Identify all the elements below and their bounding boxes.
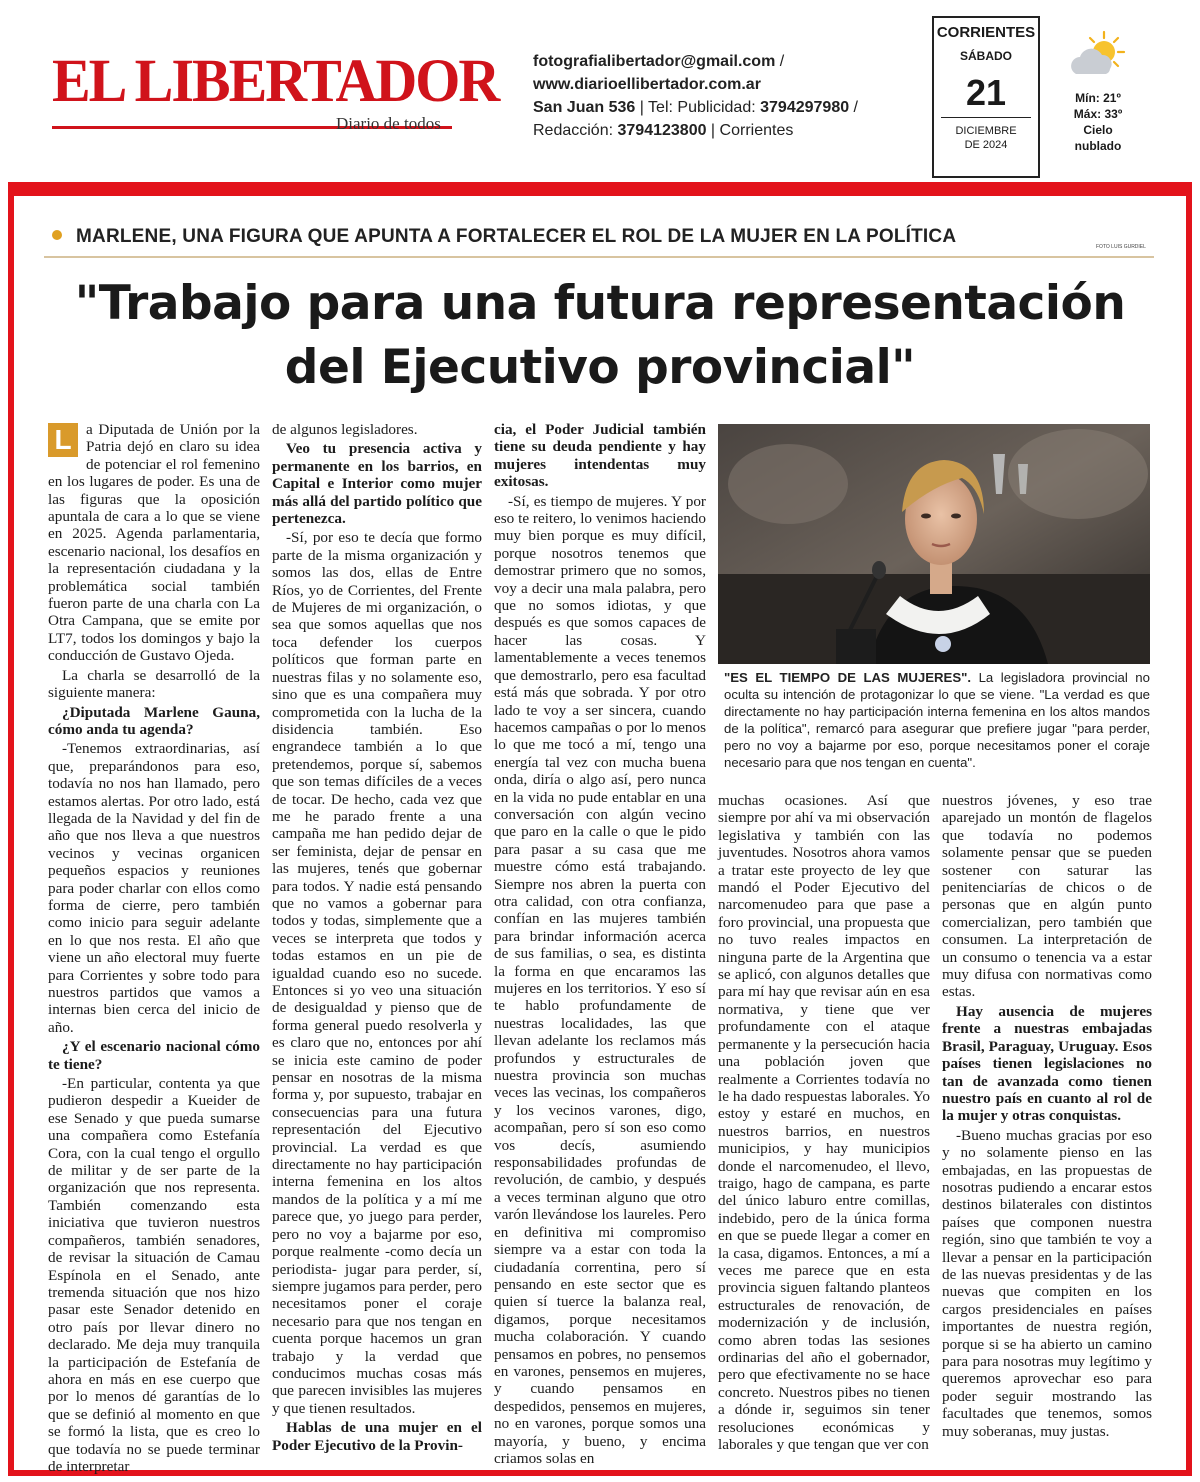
contact-email[interactable]: fotografialibertador@gmail.com [533, 53, 776, 70]
paragraph-text: de algunos legisladores. [272, 421, 418, 438]
weather-min: Mín: 21º [1075, 91, 1121, 105]
logo-title: EL LIBERTADOR [52, 46, 499, 115]
date-divider [941, 117, 1031, 118]
interview-question [494, 421, 706, 491]
date-day-of-week: SÁBADO [959, 49, 1012, 63]
date-city: CORRIENTES [936, 24, 1036, 41]
article-paragraph [272, 421, 482, 438]
caption-lead: "ES EL TIEMPO DE LAS MUJERES". [724, 670, 972, 685]
paragraph-text: -Sí, es tiempo de mujeres. Y por eso te reitero, lo venimos haciendo muy bien porque es muy difícil, porque nosotros tenemos que demostrar primero que no somos, voy a decir una mala palabra, pero que no somos idiotas, y que después es que somos capaces de hacer las cosas. Y lamentablemente a veces tenemos que demostrarlo, pero esa facultad está más que sobrada. Y por otro lado te voy a ser sincera, cuando hacemos campañas o por lo menos lo que me tocó a mí, tengo una energía tal vez con mucha buena onda, diría o algo así, pero nunca en la vida no pude entablar en una conversación con algún vecino que paro en la calle o que le pido para pasar a su casa que me muestre cómo está trabajando. Siempre nos abren la puerta con otra calidad, con otra confianza, confían en las mujeres también para brindar información acerca de sus familias, o sea, es distinta la forma en que encaramos las mujeres en los territorios. Y eso sí te hablo profundamente de nuestras localidades, las que llevan adelante los reclamos más profundos y estructurales de nuestra provincia son muchas veces las vecinas, los compañeros y los vecinos varones, digo, acompañan, pero sí son eso como vos decís, asumiendo responsabilidades profundas de revolución, de cambio, y después a veces terminan alguno que otro varón llevándose los laureles. Pero en definitiva mi compromiso siempre va a estar con toda la ciudadanía correntina, pero sí pensando en este sector que es quien sí tuerce la balanza real, digamos, porque necesitamos mucha colaboración. Y cuando pensamos en pobres, no pensemos en varones, pensemos en mujeres, y cuando pensamos en despedidos, pensemos en mujeres, no en varones, porque somos una mayoría, y bueno, y encima criamos solas en [494, 492, 706, 1467]
article-paragraph [494, 493, 706, 1468]
paragraph-text: muchas ocasiones. Así que siempre por ahí va mi observación legislativa y también con las juventudes. Nosotros ahora vamos a tratar este proyecto de ley que mandó el Poder Ejecutivo del narcomenudeo para que pase a foro provincial, una propuesta que no tuvo reales impactos en ninguna parte de la Argentina que se aplicó, con algunos detalles que para mí hay que revisar aún en esa normativa, y tiene que ver profundamente con el ataque permanente y la persecución hacia una población joven que realmente a Corrientes todavía no le ha dado respuestas laborales. Yo estoy y estaré en muchos, en nuestros barrios, en nuestros municipios, y hay municipios donde el narcomenudeo, el llevo, traigo, hago de campana, es parte del único laburo entre comillas, indebido, pero de la única forma en que se puede llegar a comer en la casa, digamos. Entonces, a mí a veces me parece que en esta provincia siguen faltando planteos estructurales de renovación, de modernización y de inclusión, como abren todas las sesiones ordinarias del año el gobernador, pero que efectivamente no se hace concreto. Nuestros pibes no tienen a dónde ir, seguimos sin tener resoluciones económicas y laborales y que tengan que ver con [718, 792, 930, 1454]
weather-widget [1048, 28, 1148, 154]
logo-subtitle: Diario de todos [336, 114, 441, 133]
article-photo[interactable] [718, 424, 1150, 664]
partly-cloudy-icon [1066, 28, 1130, 86]
article-column-4 [718, 792, 930, 1455]
paragraph-text: nuestros jóvenes, y eso trae aparejado un montón de flagelos que todavía no podemos solamente pensar que se pueden sostener con saturar las penitenciarías de chicos o de personas que en algún punto comercializan, pero también que consumen. La interpretación de un consumo o tenencia va a estar muy difusa con normativas como estas. [942, 792, 1152, 1001]
headline-line-1: "Trabajo para una futura representación [74, 276, 1126, 331]
interview-question [48, 1038, 260, 1073]
paragraph-text: -Sí, por eso te decía que formo parte de la misma organización y somos las dos, ellas de Entre Ríos, yo de Corrientes, del Frente de Mujeres de mi organización, o sea que somos aquellas que nos toca defender los cuerpos políticos que forman parte en nuestras filas y no solamente eso, sino que es una compañera muy comprometida con la lucha de la disidencia también. Eso engrandece también a lo que pretendemos, porque sí, sabemos que son temas difíciles de a veces de tocar. De hecho, cada vez que me he parado frente a una campaña me han pedido dejar de ser feminista, dejar de pensar en las mujeres, tenés que gobernar para todos. Y nadie está pensando que no vamos a gobernar para todos y todas, simplemente que a veces se interpreta que todos y todas estamos en un pie de igualdad cuando eso no sucede. Entonces si yo veo una situación de desigualdad y pienso que de forma general puedo resolverla y es claro que no, entonces por ahí se inicia este camino de poder pensar en nosotras de la misma forma y, por supuesto, trabajar en consecuencias para una futura representación del Ejecutivo provincial. La verdad es que directamente no hay participación interna femenina en los altos mandos de la política y a mí me parece que, yo juego para perder, pero no voy a bajarme por eso, porque realmente -como decía un periodista- jugar para perder, sí, siempre jugamos para perder, pero necesitamos poner el coraje necesario para que nos tengan en cuenta porque hacemos un gran trabajo y la verdad que conducimos muchas cosas más que parecen invisibles las mujeres y que tienen resultados. [272, 529, 482, 1417]
article-paragraph [48, 667, 260, 702]
masthead [0, 0, 1200, 180]
article-column-2 [272, 421, 482, 1456]
interview-question [48, 704, 260, 739]
weather-desc-1: Cielo [1083, 123, 1113, 137]
date-box [932, 16, 1040, 178]
article-paragraph [48, 1075, 260, 1475]
article-column-3 [494, 421, 706, 1469]
paragraph-text: cia, el Poder Judicial también tiene su deuda pendiente y hay mujeres intendentas muy exitosas. [494, 421, 706, 491]
weather-desc-2: nublado [1074, 139, 1122, 153]
kicker-text: MARLENE, UNA FIGURA QUE APUNTA A FORTALECER EL ROL DE LA MUJER EN LA POLÍTICA [76, 226, 957, 247]
article-paragraph [718, 792, 930, 1453]
legislator-photo [718, 424, 1150, 664]
interview-question [272, 440, 482, 527]
tel-number: 3794297980 [760, 99, 850, 116]
article-headline [40, 272, 1160, 400]
date-year: DE 2024 [964, 139, 1008, 151]
paragraph-text: ¿Y el escenario nacional cómo te tiene? [48, 1038, 260, 1073]
redaccion-label: Redacción: [533, 122, 614, 139]
paragraph-text: Veo tu presencia activa y permanente en los barrios, en Capital e Interior como mujer más allá del partido político que pertenezca. [272, 440, 482, 528]
date-month: DICIEMBRE [955, 125, 1017, 137]
headline-line-2: del Ejecutivo provincial" [284, 340, 916, 395]
newspaper-logo[interactable] [52, 46, 499, 133]
contact-web[interactable]: www.diarioellibertador.com.ar [533, 76, 761, 93]
contact-info: fotografialibertador@gmail.com / www.diarioellibertador.com.ar San Juan 536 | Tel: Publicidad: 3794297980 / Redacción: 3794123800 | Corrientes [533, 53, 858, 139]
redaccion-number: 3794123800 [617, 122, 707, 139]
contact-address: San Juan 536 [533, 99, 636, 116]
paragraph-text: Hay ausencia de mujeres frente a nuestras embajadas Brasil, Paraguay, Uruguay. Esos países tienen legislaciones no tan de avanzada como tienen nuestro país en cuanto al rol de la mujer y otras conquistas. [942, 1002, 1152, 1125]
article-column-1 [48, 421, 260, 1477]
article-paragraph [942, 1127, 1152, 1440]
weather-max: Máx: 33º [1073, 107, 1123, 121]
article-kicker [52, 226, 956, 248]
article-column-5 [942, 792, 1152, 1442]
contact-city: Corrientes [719, 122, 794, 139]
kicker-divider [44, 256, 1154, 258]
interview-question [272, 1419, 482, 1454]
caption-text: La legisladora provincial no oculta su intención de protagonizar lo que se viene. "La verdad es que directamente no hay participación interna femenina en los altos mandos de la política", remarcó para asegurar que prefiere jugar "para perder, pero no voy a bajarme por eso, porque necesitamos poner el coraje necesario para que nos tengan en cuenta". [724, 670, 1150, 770]
bullet-icon [52, 230, 62, 240]
paragraph-text: -Bueno muchas gracias por eso y no solamente pienso en las embajadas, en las propuestas de nosotras pudiendo a encarar estos destinos bilaterales con distintos países que componen nuestra región, sino que también te voy a llevar a pensar en la participación de las nuevas presidentas y de las nuevas que compiten en los cargos presidenciales en países importantes de nuestra región, porque si se ha abierto un camino para para nosotras muy legítimo y queremos aprovechar eso para poder seguir mostrando las facultades que tenemos, somos muy soberanas, muy justas. [942, 1126, 1152, 1440]
date-day: 21 [965, 72, 1007, 113]
photo-caption [724, 669, 1150, 771]
paragraph-text: -En particular, contenta ya que pudieron despedir a Kueider de ese Senado y que pueda sumarse una compañera como Estefanía Cora, con la cual tengo el orgullo de militar y de ser parte de la organización que nos representa. También comenzando esta iniciativa que tuvieron nuestros compañeros, también senadores, de revisar la situación de Camau Espínola en el Senado, ante tremenda situación que nos hizo pasar este Senador detenido en otro país por llevar dinero no declarado. Me deja muy tranquila la participación de Estefanía de ahora en más en ese cuerpo que por lo menos dé garantías de lo que se definió al momento en que se formó la lista, que es creo lo que todavía no se puede terminar de interpretar [48, 1075, 260, 1475]
article-paragraph [942, 792, 1152, 1001]
paragraph-text: ¿Diputada Marlene Gauna, cómo anda tu agenda? [48, 703, 260, 738]
article-paragraph [48, 740, 260, 1036]
drop-cap: L [48, 423, 78, 457]
paragraph-text: a Diputada de Unión por la Patria dejó en claro su idea de potenciar el rol femenino en los lugares de poder. Es una de las figuras que la oposición apuntala de cara a lo que se viene en 2025. Agenda parlamentaria, escenario nacional, los desafíos en la representación ciudadana y la problemática social también fueron parte de una charla con La Otra Campana, que se emite por LT7, todos los domingos y bajo la conducción de Gustavo Ojeda. [48, 421, 260, 665]
paragraph-text: Hablas de una mujer en el Poder Ejecutivo de la Provin- [272, 1419, 482, 1454]
paragraph-text: -Tenemos extraordinarias, así que, preparándonos para eso, todavía no nos han llamado, pero estamos alertas. Por otro lado, está llegada de la Navidad y del fin de año que nos lleva a que nuestros vecinos y vecinas organicen pequeños espacios y reuniones para poder charlar con ellos como forma de cierre, pero también como inicio para seguir adelante en lo que nos resta. El año que viene un año electoral muy fuerte para Corrientes y sobre todo para nuestros partidos que vamos a internas bien cerca del inicio de año. [48, 740, 260, 1036]
tel-label: Tel: Publicidad: [648, 99, 756, 116]
article-paragraph [48, 421, 260, 665]
paragraph-text: La charla se desarrolló de la siguiente manera: [48, 666, 260, 702]
photo-credit: FOTO LUIS GURDIEL [1096, 244, 1146, 250]
article-paragraph [272, 529, 482, 1417]
interview-question [942, 1003, 1152, 1125]
